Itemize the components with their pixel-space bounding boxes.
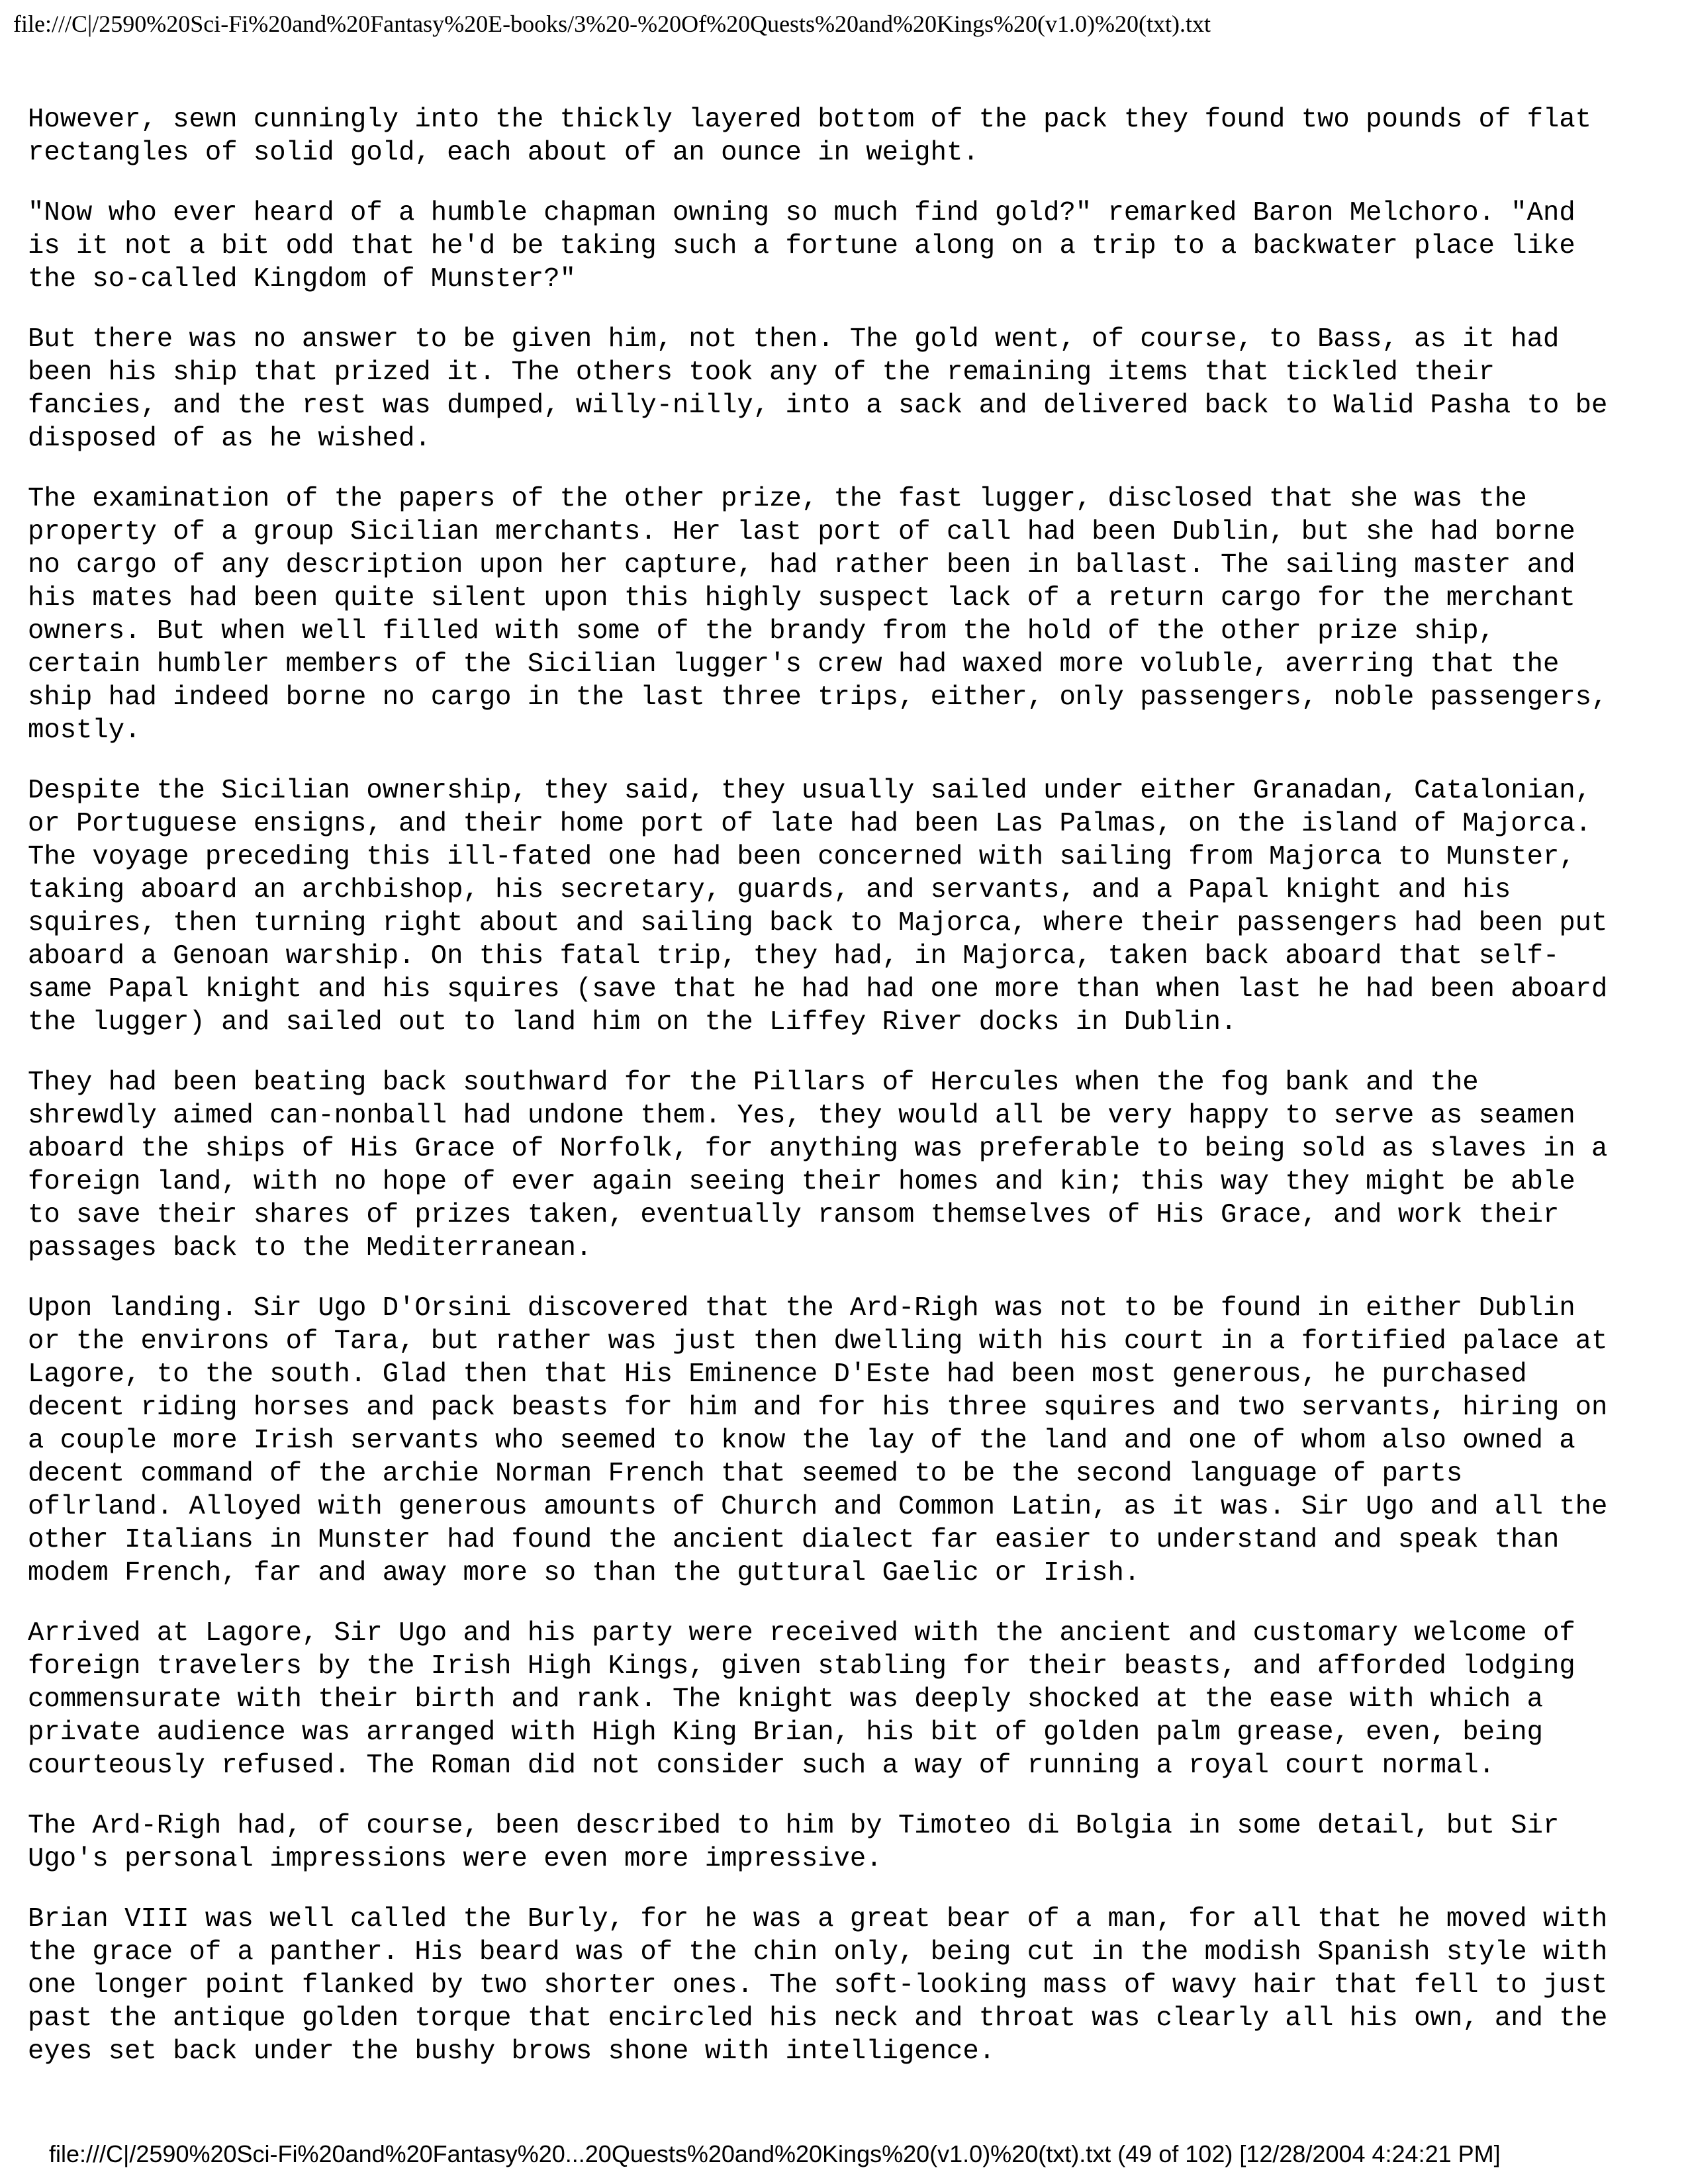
paragraph-9: The Ard-Righ had, of course, been described to him by Timoteo di Bolgia in some detail, but Sir Ugo's personal impressions were even more impressive. <box>28 1811 1560 1874</box>
document-body <box>28 103 1676 2095</box>
paragraph-10: Brian VIII was well called the Burly, for he was a great bear of a man, for all that he moved with the grace of a panther. His beard was of the chin only, being cut in the modish Spanish style with one longer point flanked by two shorter ones. The soft-looking mass of wavy hair that fell to just past the antique golden torque that encircled his neck and throat was clearly all his own, and the eyes set back under the bushy brows shone with intelligence. <box>28 1904 1608 2067</box>
paragraph-2: "Now who ever heard of a humble chapman owning so much find gold?" remarked Baron Melchoro. "And is it not a bit odd that he'd be taking such a fortune along on a trip to a backwater place like the so-called Kingdom of Munster?" <box>28 198 1575 295</box>
paragraph-8: Arrived at Lagore, Sir Ugo and his party were received with the ancient and customary welcome of foreign travelers by the Irish High Kings, given stabling for their beasts, and afforded lodging commensurate with their birth and rank. The knight was deeply shocked at the ease with which a private audience was arranged with High King Brian, his bit of golden palm grease, even, being courteously refused. The Roman did not consider such a way of running a royal court normal. <box>28 1618 1575 1781</box>
paragraph-5: Despite the Sicilian ownership, they said, they usually sailed under either Granadan, Catalonian, or Portuguese ensigns, and their home port of late had been Las Palmas, on the island of Majorca. The voyage preceding this ill-fated one had been concerned with sailing from Majorca to Munster, taking aboard an archbishop, his secretary, guards, and servants, and a Papal knight and his squires, then turning right about and sailing back to Majorca, where their passengers had been put aboard a Genoan warship. On this fatal trip, they had, in Majorca, taken back aboard that self- same Papal knight and his squires (save that he had had one more than when last he had been aboard the lugger) and sailed out to land him on the Liffey River docks in Dublin. <box>28 776 1608 1038</box>
page-header-url: file:///C|/2590%20Sci-Fi%20and%20Fantasy%20E-books/3%20-%20Of%20Quests%20and%20Kings%20(v1.0)%20(txt).txt <box>13 11 1211 37</box>
paragraph-6: They had been beating back southward for the Pillars of Hercules when the fog bank and the shrewdly aimed can-nonball had undone them. Yes, they would all be very happy to serve as seamen aboard the ships of His Grace of Norfolk, for anything was preferable to being sold as slaves in a foreign land, with no hope of ever again seeing their homes and kin; this way they might be able to save their shares of prizes taken, eventually ransom themselves of His Grace, and work their passages back to the Mediterranean. <box>28 1068 1608 1263</box>
paragraph-1: However, sewn cunningly into the thickly layered bottom of the pack they found two pounds of flat rectangles of solid gold, each about of an ounce in weight. <box>28 105 1592 168</box>
paragraph-4: The examination of the papers of the other prize, the fast lugger, disclosed that she was the property of a group Sicilian merchants. Her last port of call had been Dublin, but she had borne no cargo of any description upon her capture, had rather been in ballast. The sailing master and his mates had been quite silent upon this highly suspect lack of a return cargo for the merchant owners. But when well filled with some of the brandy from the hold of the other prize ship, certain humbler members of the Sicilian lugger's crew had waxed more voluble, averring that the ship had indeed borne no cargo in the last three trips, either, only passengers, noble passengers, mostly. <box>28 484 1608 746</box>
paragraph-3: But there was no answer to be given him, not then. The gold went, of course, to Bass, as it had been his ship that prized it. The others took any of the remaining items that tickled their fancies, and the rest was dumped, willy-nilly, into a sack and delivered back to Walid Pasha to be disposed of as he wished. <box>28 324 1608 454</box>
page-footer-url: file:///C|/2590%20Sci-Fi%20and%20Fantasy%20...20Quests%20and%20Kings%20(v1.0)%20(txt).txt (49 of 102) [12/28/2004 4:24:21 PM] <box>49 2140 1501 2167</box>
paragraph-7: Upon landing. Sir Ugo D'Orsini discovered that the Ard-Righ was not to be found in either Dublin or the environs of Tara, but rather was just then dwelling with his court in a fortified palace at Lagore, to the south. Glad then that His Eminence D'Este had been most generous, he purchased decent riding horses and pack beasts for him and for his three squires and two servants, hiring on a couple more Irish servants who seemed to know the lay of the land and one of whom also owned a decent command of the archie Norman French that seemed to be the second language of parts oflrland. Alloyed with generous amounts of Church and Common Latin, as it was. Sir Ugo and all the other Italians in Munster had found the ancient dialect far easier to understand and speak than modem French, far and away more so than the guttural Gaelic or Irish. <box>28 1293 1608 1588</box>
